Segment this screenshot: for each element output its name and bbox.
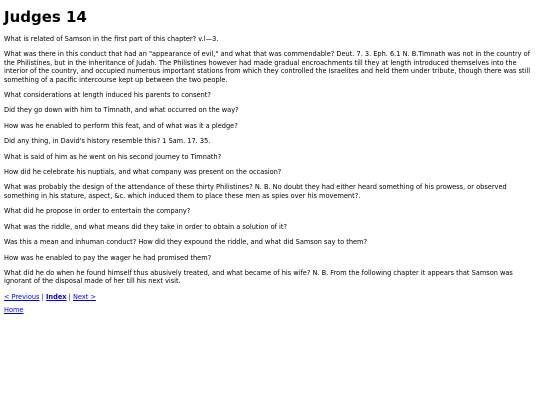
question-paragraph: What did he do when he found himself thus abusively treated, and what became of his wife? N. B. From the following chapter it appears that Samson was ignorant of the disposal made of her till his next visit. [4,268,513,286]
question-paragraph: What is said of him as he went on his second journey to Timnath? [4,152,222,161]
question-paragraph: What was probably the design of the attendance of these thirty Philistines? N. B. No doubt they had either heard something of his prowess, or observed something in his stature, aspect, &c. which induced them to place these men as spies over his movement?. [4,183,507,200]
page-title: Judges 14 [4,8,87,26]
home-link[interactable]: Home [4,306,24,315]
question-paragraph: What was the riddle, and what means did they take in order to obtain a solution of it? [4,222,287,231]
previous-link[interactable]: < Previous [4,292,40,301]
question-paragraph: What was there in this conduct that had an "appearance of evil," and what that was commendable? Deut. 7. 3. Eph. 6.1 N. B.Timnath was not in the country of the Philistines, but in the inheritance of Judah. The Philistines however had made gradual encroachments till they at length introduced themselves into the interior of the country, and occupied numerous important stations from which they controlled the Israelites and held them under tribute, though there was still something of a pacific intercourse kept up between the two people. [4,50,531,84]
question-paragraph: Did any thing, in David's history resemble this? 1 Sam. 17. 35. [4,137,211,146]
next-link[interactable]: Next > [73,292,96,301]
question-paragraph: How did he celebrate his nuptials, and what company was present on the occasion? [4,168,282,177]
chapter-navigation [4,293,536,301]
nav-separator: | [68,292,71,301]
index-link[interactable]: Index [45,292,67,301]
question-paragraph: Did they go down with him to Timnath, and what occurred on the way? [4,106,239,115]
question-paragraph: What considerations at length induced his parents to consent? [4,91,211,100]
question-paragraph: What is related of Samson in the first part of this chapter? v.l—3. [4,35,219,43]
question-paragraph: How was he enabled to pay the wager he had promised them? [4,253,212,262]
question-paragraph: What did he propose in order to entertain the company? [4,207,191,216]
question-paragraph: Was this a mean and inhuman conduct? How did they expound the riddle, and what did Samson say to them? [4,238,367,247]
nav-separator: | [41,292,44,301]
question-paragraph: How was he enabled to perform this feat, and of what was it a pledge? [4,121,238,130]
home-navigation [4,306,536,314]
